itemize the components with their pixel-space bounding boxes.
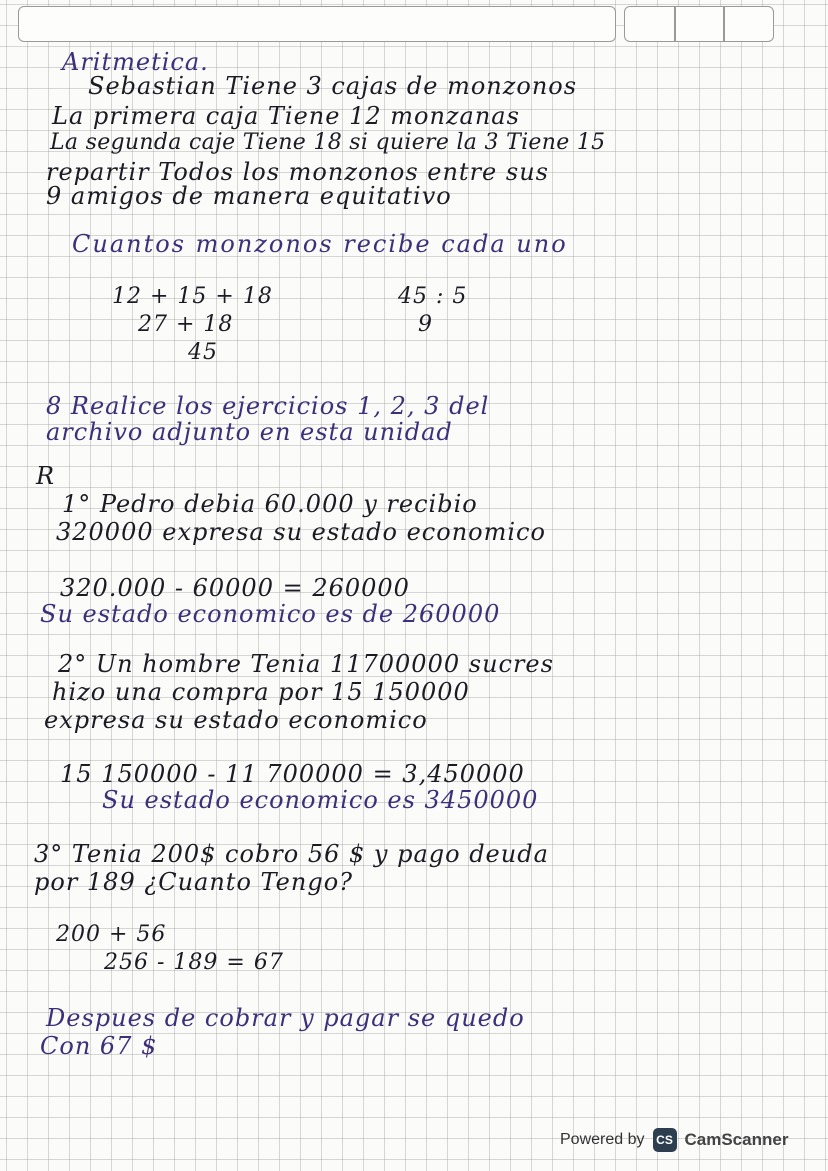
exercise1-line-2: 320000 expresa su estado economico	[56, 518, 546, 546]
exercise2-result: Su estado economico es 3450000	[102, 786, 539, 814]
camscanner-logo-icon: CS	[653, 1128, 677, 1152]
problem1-line-2: La primera caja Tiene 12 monzanas	[52, 102, 520, 130]
exercise2-line-3: expresa su estado economico	[44, 706, 428, 734]
answer-mark: R	[36, 462, 56, 490]
exercise1-calc: 320.000 - 60000 = 260000	[60, 574, 410, 602]
work-sum-1: 12 + 15 + 18	[112, 284, 273, 309]
work-division-1: 45 : 5	[398, 284, 468, 309]
exercise3-result-2: Con 67 $	[40, 1032, 158, 1060]
exercise2-line-1: 2° Un hombre Tenia 11700000 sucres	[58, 650, 554, 678]
problem1-line-4: repartir Todos los monzonos entre sus	[46, 158, 549, 186]
problem1-line-5: 9 amigos de manera equitativo	[46, 182, 452, 210]
heading: Aritmetica.	[62, 48, 209, 76]
powered-by-label: Powered by	[560, 1131, 645, 1148]
problem1-question: Cuantos monzonos recibe cada uno	[72, 230, 568, 258]
exercise1-line-1: 1° Pedro debia 60.000 y recibio	[62, 490, 478, 518]
exercise2-calc: 15 150000 - 11 700000 = 3,450000	[60, 760, 525, 788]
exercise3-line-1: 3° Tenia 200$ cobro 56 $ y pago deuda	[34, 840, 549, 868]
work-division-2: 9	[418, 312, 433, 337]
exercise2-line-2: hizo una compra por 15 150000	[52, 678, 470, 706]
section8-line-1: 8 Realice los ejercicios 1, 2, 3 del	[46, 392, 490, 420]
exercise1-result: Su estado economico es de 260000	[40, 600, 501, 628]
exercise3-calc-1: 200 + 56	[56, 922, 167, 947]
work-sum-3: 45	[188, 340, 218, 365]
section8-line-2: archivo adjunto en esta unidad	[46, 418, 453, 446]
header-title-box	[18, 6, 616, 42]
problem1-line-3: La segunda caje Tiene 18 si quiere la 3 Tiene 15	[50, 130, 606, 155]
exercise3-result-1: Despues de cobrar y pagar se quedo	[46, 1004, 525, 1032]
exercise3-calc-2: 256 - 189 = 67	[104, 950, 284, 975]
work-sum-2: 27 + 18	[138, 312, 234, 337]
exercise3-line-2: por 189 ¿Cuanto Tengo?	[34, 868, 354, 896]
camscanner-brand: CamScanner	[684, 1130, 789, 1149]
scanner-watermark	[560, 1124, 788, 1156]
header-date-box	[624, 6, 774, 42]
problem1-line-1: Sebastian Tiene 3 cajas de monzonos	[88, 72, 578, 100]
